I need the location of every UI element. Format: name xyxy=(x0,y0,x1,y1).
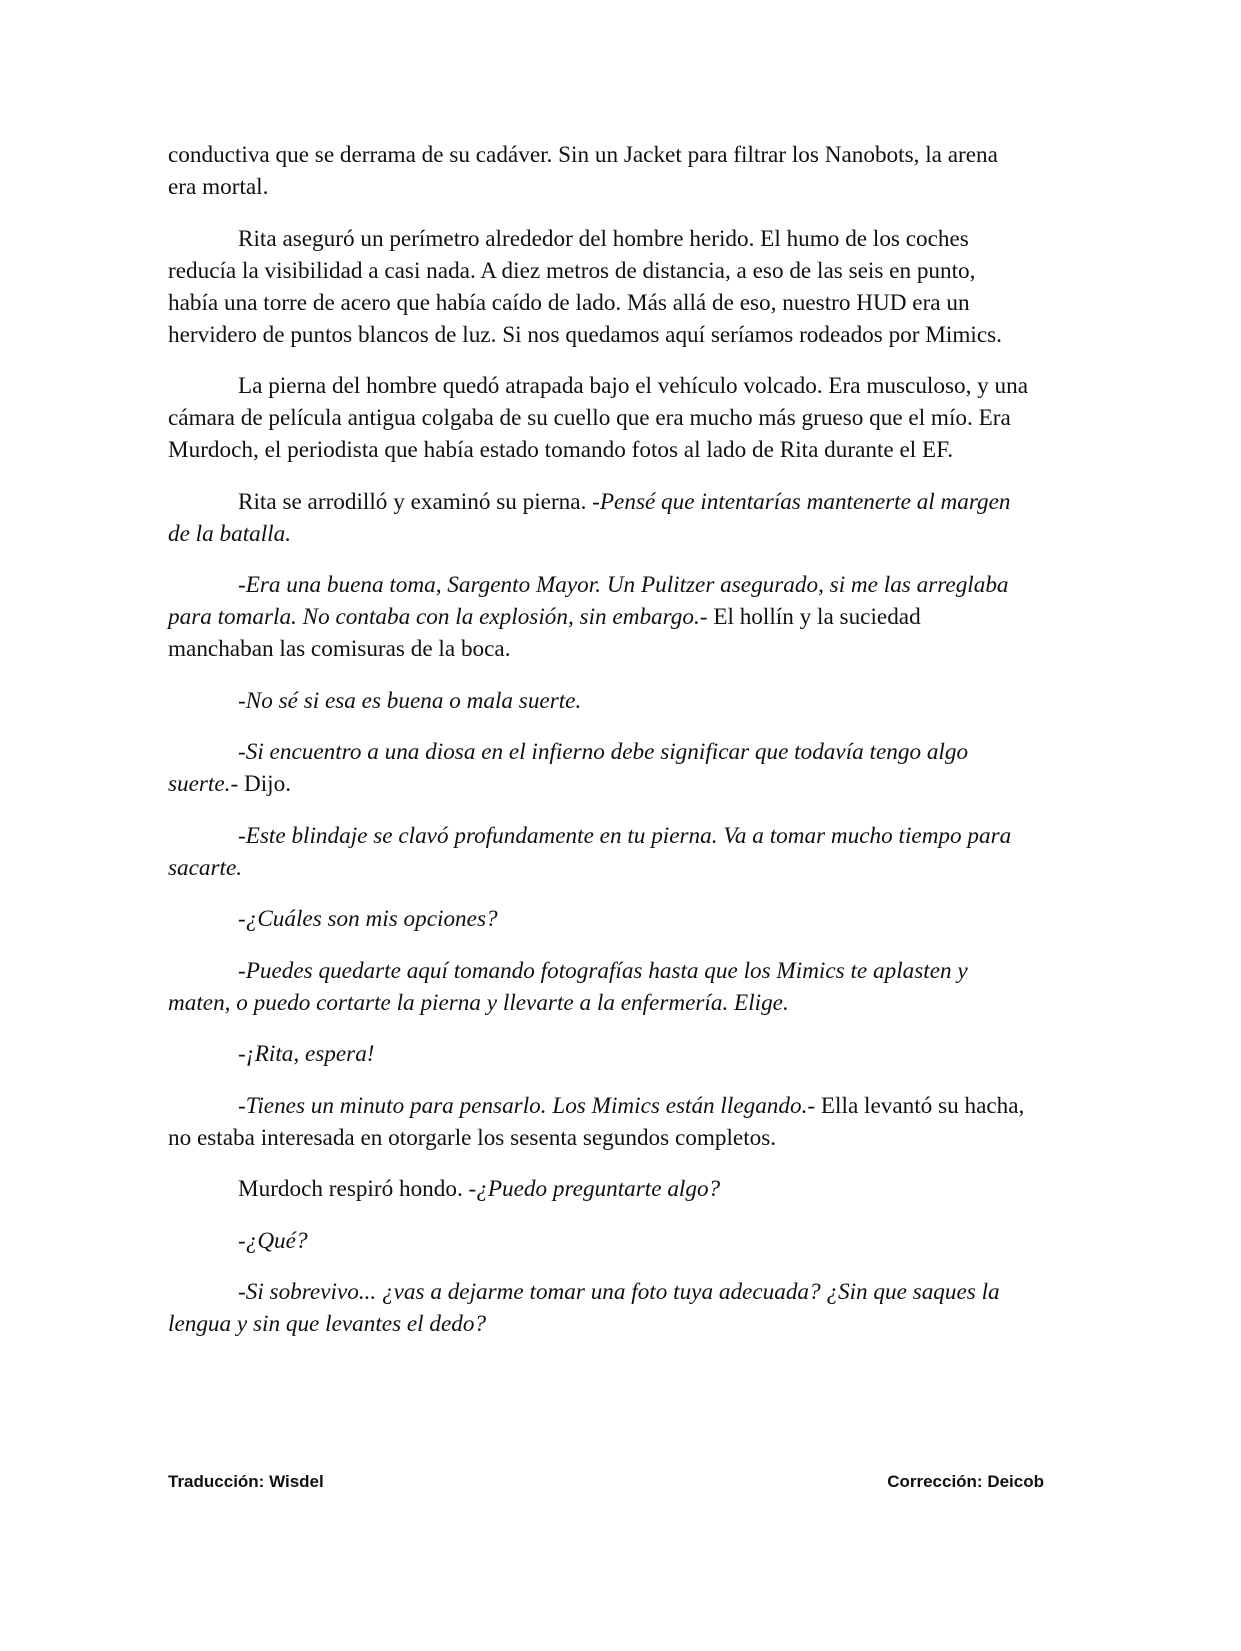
translation-credit: Traducción: Wisdel xyxy=(168,1472,324,1491)
text-run: La pierna del hombre quedó atrapada bajo el vehículo volcado. Era musculoso, y una cámara de película antigua colgaba de su cuello que era mucho más grueso que el mío. Era Murdoch, el periodista que había estado tomando fotos al lado de Rita durante el EF. xyxy=(168,373,1029,463)
page-footer xyxy=(168,1472,1044,1492)
paragraph xyxy=(168,139,1030,203)
text-run: - El hollín y la suciedad manchaban las comisuras de la boca. xyxy=(168,604,921,662)
paragraph xyxy=(168,223,1030,351)
dialogue-run: ¿Puedo preguntarte algo? xyxy=(476,1176,721,1202)
dialogue-run: -¿Qué? xyxy=(238,1227,308,1254)
dialogue-run: -Si encuentro a una diosa en el infierno debe significar que todavía tengo algo suerte. xyxy=(168,739,969,797)
text-run: - Ella levantó su hacha, no estaba interesada en otorgarle los sesenta segundos completos. xyxy=(168,1092,1025,1151)
correction-credit: Corrección: Deicob xyxy=(887,1472,1044,1491)
paragraph xyxy=(168,486,1030,550)
paragraph xyxy=(168,1173,1030,1205)
dialogue-run: -Era una buena toma, Sargento Mayor. Un Pulitzer asegurado, si me las arreglaba para tomarla. No contaba con la explosión, sin embargo. xyxy=(168,572,1009,630)
paragraph xyxy=(168,685,1030,717)
dialogue-run: -Tienes un minuto para pensarlo. Los Mimics están llegando. xyxy=(238,1092,808,1119)
document-body xyxy=(168,139,1030,1360)
dialogue-run: Pensé que intentarías mantenerte al margen de la batalla. xyxy=(168,488,1011,547)
dialogue-run: -No sé si esa es buena o mala suerte. xyxy=(238,687,582,714)
dialogue-run: -¿Cuáles son mis opciones? xyxy=(238,906,498,932)
text-run: Rita aseguró un perímetro alrededor del hombre herido. El humo de los coches reducía la visibilidad a casi nada. A diez metros de distancia, a eso de las seis en punto, había una torre de acero que había caído de lado. Más allá de eso, nuestro HUD era un hervidero de puntos blancos de luz. Si nos quedamos aquí seríamos rodeados por Mimics. xyxy=(168,225,1002,348)
paragraph xyxy=(168,370,1030,466)
dialogue-run: -Este blindaje se clavó profundamente en tu pierna. Va a tomar mucho tiempo para sacarte. xyxy=(168,822,1012,881)
paragraph xyxy=(168,1276,1030,1340)
paragraph xyxy=(168,1225,1030,1257)
dialogue-run: -Puedes quedarte aquí tomando fotografías hasta que los Mimics te aplasten y maten, o puedo cortarte la pierna y llevarte a la enfermería. Elige. xyxy=(168,957,968,1016)
text-run: conductiva que se derrama de su cadáver. Sin un Jacket para filtrar los Nanobots, la arena era mortal. xyxy=(168,142,998,200)
paragraph xyxy=(168,1038,1030,1070)
text-run: Murdoch respiró hondo. - xyxy=(238,1176,477,1202)
paragraph xyxy=(168,955,1030,1019)
paragraph xyxy=(168,736,1030,800)
paragraph xyxy=(168,903,1030,935)
paragraph xyxy=(168,1090,1030,1154)
dialogue-run: -¡Rita, espera! xyxy=(238,1041,375,1067)
text-run: - Dijo. xyxy=(230,771,292,797)
paragraph xyxy=(168,569,1030,665)
dialogue-run: -Si sobrevivo... ¿vas a dejarme tomar una foto tuya adecuada? ¿Sin que saques la lengua y sin que levantes el dedo? xyxy=(168,1279,1000,1337)
text-run: Rita se arrodilló y examinó su pierna. - xyxy=(238,488,600,515)
paragraph xyxy=(168,820,1030,884)
